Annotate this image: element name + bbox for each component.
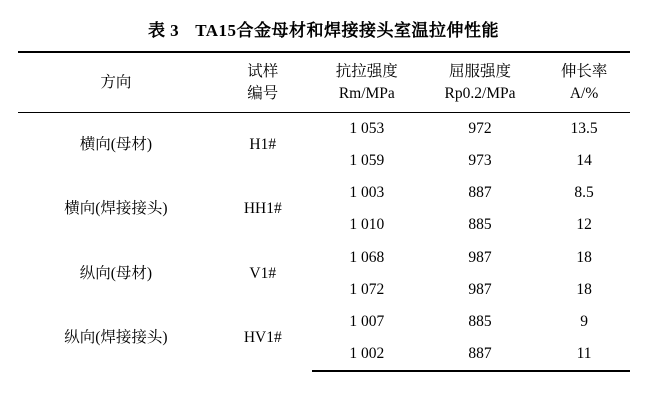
column-header-direction <box>18 52 214 112</box>
cell-direction: 纵向(焊接接头) <box>64 329 168 347</box>
cell-yield-strength: 885 <box>468 216 492 234</box>
cell-yield-strength: 987 <box>468 248 492 266</box>
column-header-yield-strength-line1: 屈服强度 <box>449 63 512 80</box>
cell-tensile-strength: 1 053 <box>349 119 385 137</box>
table-caption <box>18 16 629 41</box>
table-row <box>18 112 630 145</box>
cell-sample-code: HH1# <box>243 200 282 218</box>
cell-sample-code: H1# <box>249 136 277 153</box>
column-header-elongation-line2: A/% <box>569 85 599 103</box>
column-header-tensile-strength-line2: Rm/MPa <box>338 85 395 103</box>
cell-yield-strength: 887 <box>422 338 538 371</box>
table-header <box>18 52 630 112</box>
cell-elongation: 14 <box>576 152 592 170</box>
table-caption-text: TA15合金母材和焊接接头室温拉伸性能 <box>195 21 500 40</box>
cell-sample-code: HV1# <box>243 329 282 347</box>
cell-direction: 纵向(母材) <box>79 264 153 282</box>
header-row <box>18 52 630 112</box>
cell-yield-strength: 885 <box>468 312 492 330</box>
cell-direction: 横向(母材) <box>79 136 153 153</box>
cell-tensile-strength: 1 068 <box>349 248 385 266</box>
cell-yield-strength: 987 <box>468 280 492 298</box>
cell-yield-strength: 887 <box>468 184 492 202</box>
table-row <box>18 242 630 274</box>
table-row <box>18 177 630 209</box>
column-header-sample-code-line1: 试样 <box>247 63 279 80</box>
cell-elongation: 11 <box>538 338 630 371</box>
cell-elongation: 18 <box>576 280 592 298</box>
column-header-sample-code-line2: 编号 <box>247 85 279 103</box>
cell-elongation: 9 <box>580 312 588 330</box>
cell-tensile-strength: 1 002 <box>312 338 422 371</box>
column-header-tensile-strength-line1: 抗拉强度 <box>335 63 398 80</box>
column-header-tensile-strength <box>312 52 422 112</box>
cell-sample-code: V1# <box>249 264 277 282</box>
cell-elongation: 13.5 <box>570 119 598 137</box>
table-body <box>18 112 630 371</box>
cell-elongation: 12 <box>576 216 592 234</box>
cell-elongation: 8.5 <box>574 184 594 202</box>
column-header-sample-code <box>214 52 312 112</box>
column-header-yield-strength <box>422 52 538 112</box>
column-header-yield-strength-line2: Rp0.2/MPa <box>444 85 516 103</box>
cell-tensile-strength: 1 007 <box>349 312 385 330</box>
cell-tensile-strength: 1 059 <box>349 152 385 170</box>
column-header-elongation-line1: 伸长率 <box>560 63 608 80</box>
tensile-properties-table <box>18 51 630 372</box>
cell-direction: 横向(焊接接头) <box>64 200 168 218</box>
table-row <box>18 306 630 338</box>
cell-yield-strength: 973 <box>468 152 492 170</box>
cell-tensile-strength: 1 010 <box>349 216 385 234</box>
table-caption-number: 表 3 <box>147 21 180 40</box>
cell-elongation: 18 <box>576 248 592 266</box>
cell-tensile-strength: 1 072 <box>349 280 385 298</box>
cell-yield-strength: 972 <box>468 119 492 137</box>
column-header-elongation <box>538 52 630 112</box>
cell-tensile-strength: 1 003 <box>349 184 385 202</box>
column-header-direction-line1: 方向 <box>100 74 132 92</box>
